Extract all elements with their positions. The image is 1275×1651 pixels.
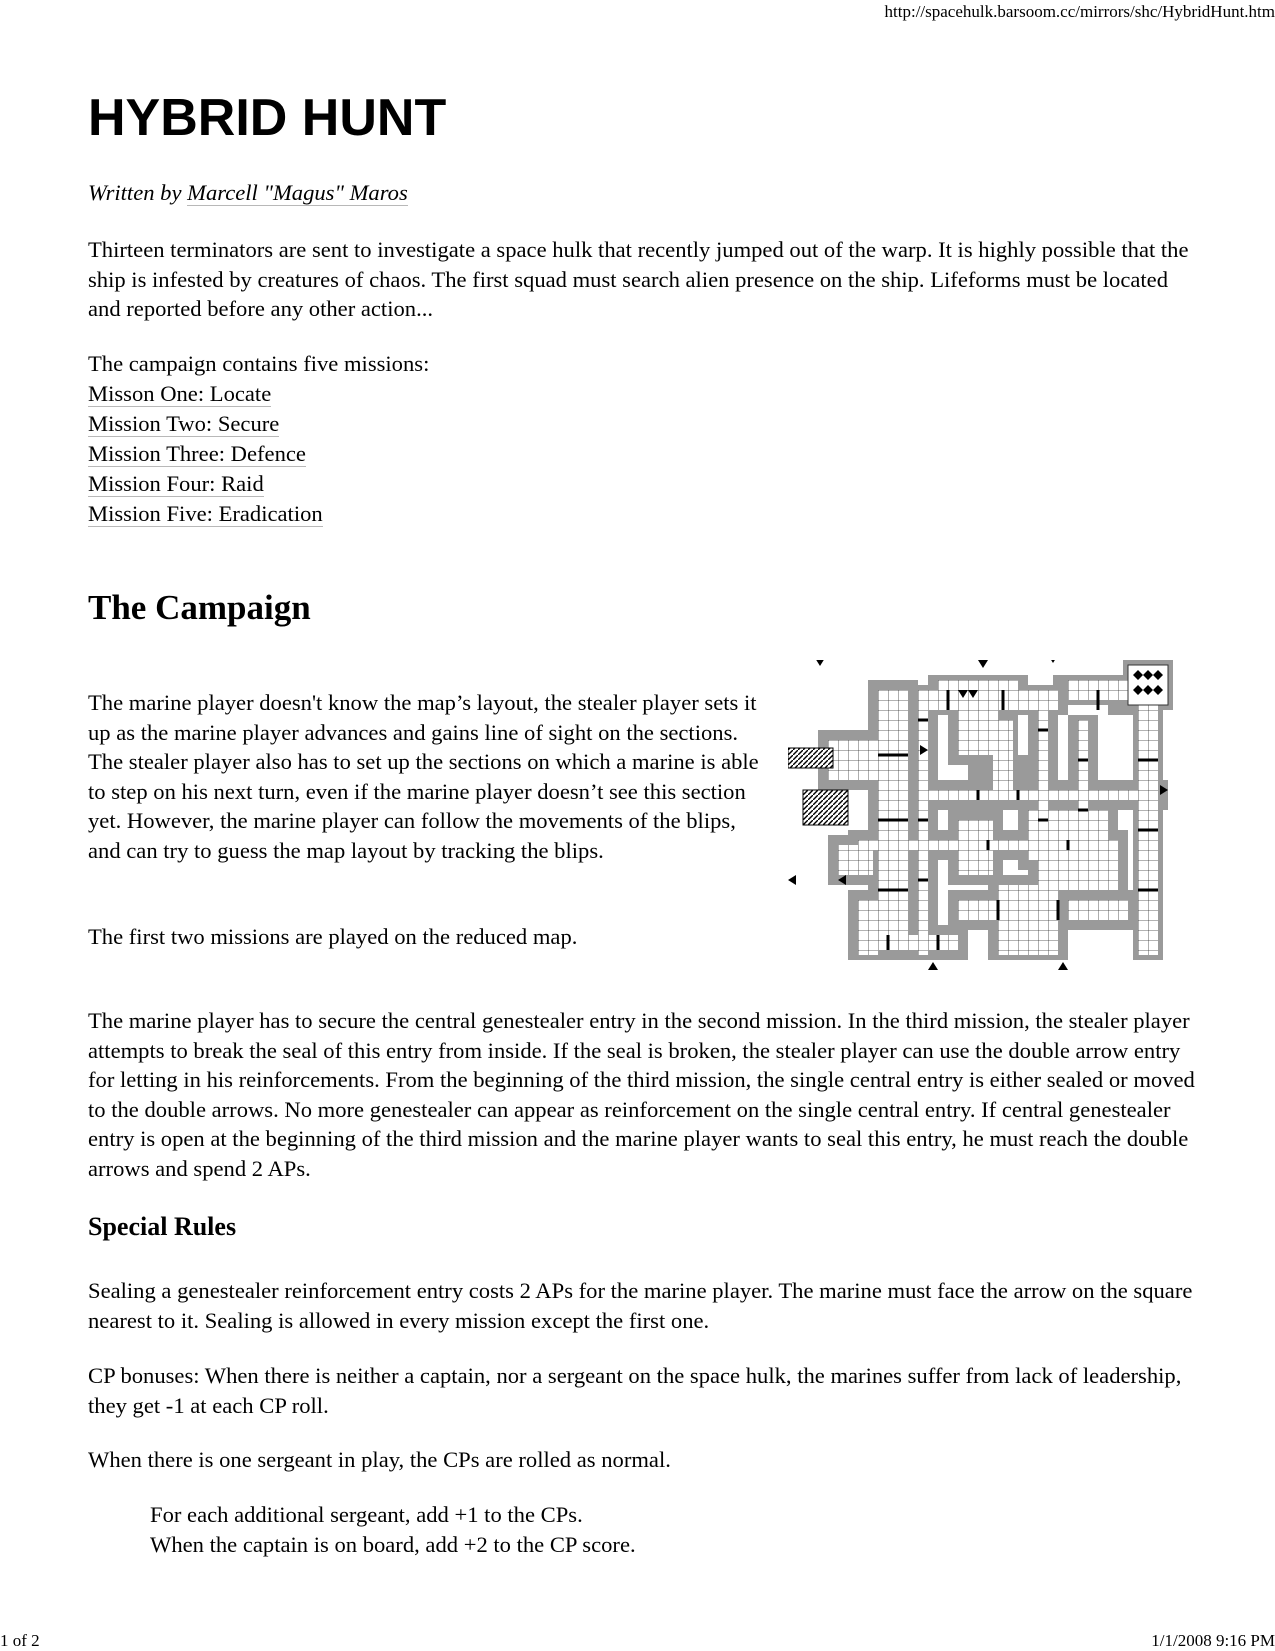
special-rules-paragraph-1: Sealing a genestealer reinforcement entry costs 2 APs for the marine player. The marine must face the arrow on the square nearest to it. Sealing is allowed in every mission except the first one.	[88, 1278, 1193, 1333]
intro-paragraph: Thirteen terminators are sent to investigate a space hulk that recently jumped out of the warp. It is highly possible that the ship is infested by creatures of chaos. The first squad must search alien presence on the ship. Lifeforms must be located and reported before any other action...	[88, 237, 1189, 321]
mission-four-link[interactable]: Mission Four: Raid	[88, 471, 264, 496]
hulk-map-image	[788, 660, 1188, 980]
print-header-url: http://spacehulk.barsoom.cc/mirrors/shc/HybridHunt.htm	[884, 2, 1275, 21]
campaign-paragraph-1: The marine player doesn't know the map’s layout, the stealer player sets it up as the marine player advances and gains line of sight on the sections. The stealer player also has to set up the sections on which a marine is able to step on his next turn, even if the marine player doesn’t see this section yet. However, the marine player can follow the movements of the blips, and can try to guess the map layout by tracking the blips.	[88, 690, 759, 863]
mission-one-link[interactable]: Misson One: Locate	[88, 381, 272, 406]
missions-heading: The campaign contains five missions:	[88, 351, 430, 376]
campaign-heading: The Campaign	[88, 588, 311, 627]
quote-line-captain: When the captain is on board, add +2 to the CP score.	[150, 1531, 636, 1557]
byline-prefix: Written by	[88, 180, 188, 205]
campaign-paragraph-3: The marine player has to secure the central genestealer entry in the second mission. In the third mission, the stealer player attempts to break the seal of this entry from inside. If the seal is broken, the stealer player can use the double arrow entry for letting in his reinforcements. From the beginning of the third mission, the single central entry is either sealed or moved to the double arrows. No more genestealer can appear as reinforcement on the single central entry. If central genestealer entry is open at the beginning of the third mission and the marine player wants to seal this entry, he must reach the double arrows and spend 2 APs.	[88, 1008, 1195, 1181]
mission-three-link[interactable]: Mission Three: Defence	[88, 441, 306, 466]
hatched-entry-1	[788, 748, 833, 768]
special-rules-paragraph-3: When there is one sergeant in play, the CPs are rolled as normal.	[88, 1447, 671, 1472]
print-footer-datetime: 1/1/2008 9:16 PM	[1151, 1631, 1275, 1650]
special-rules-heading: Special Rules	[88, 1212, 237, 1241]
campaign-paragraph-2: The first two missions are played on the reduced map.	[88, 924, 578, 949]
mission-five-link[interactable]: Mission Five: Eradication	[88, 501, 323, 526]
print-footer-page: 1 of 2	[0, 1631, 40, 1650]
hatched-entry-2	[803, 790, 848, 825]
quote-line-sergeant: For each additional sergeant, add +1 to the CPs.	[150, 1502, 583, 1527]
cp-bonus-quote	[150, 1500, 636, 1559]
byline	[88, 178, 408, 208]
special-rules-paragraph-2: CP bonuses: When there is neither a captain, nor a sergeant on the space hulk, the marines suffer from lack of leadership, they get -1 at each CP roll.	[88, 1363, 1182, 1418]
mission-two-link[interactable]: Mission Two: Secure	[88, 411, 280, 436]
page-title: HYBRID HUNT	[88, 89, 447, 147]
author-link[interactable]: Marcell "Magus" Maros	[187, 180, 408, 205]
missions-list	[88, 349, 688, 529]
